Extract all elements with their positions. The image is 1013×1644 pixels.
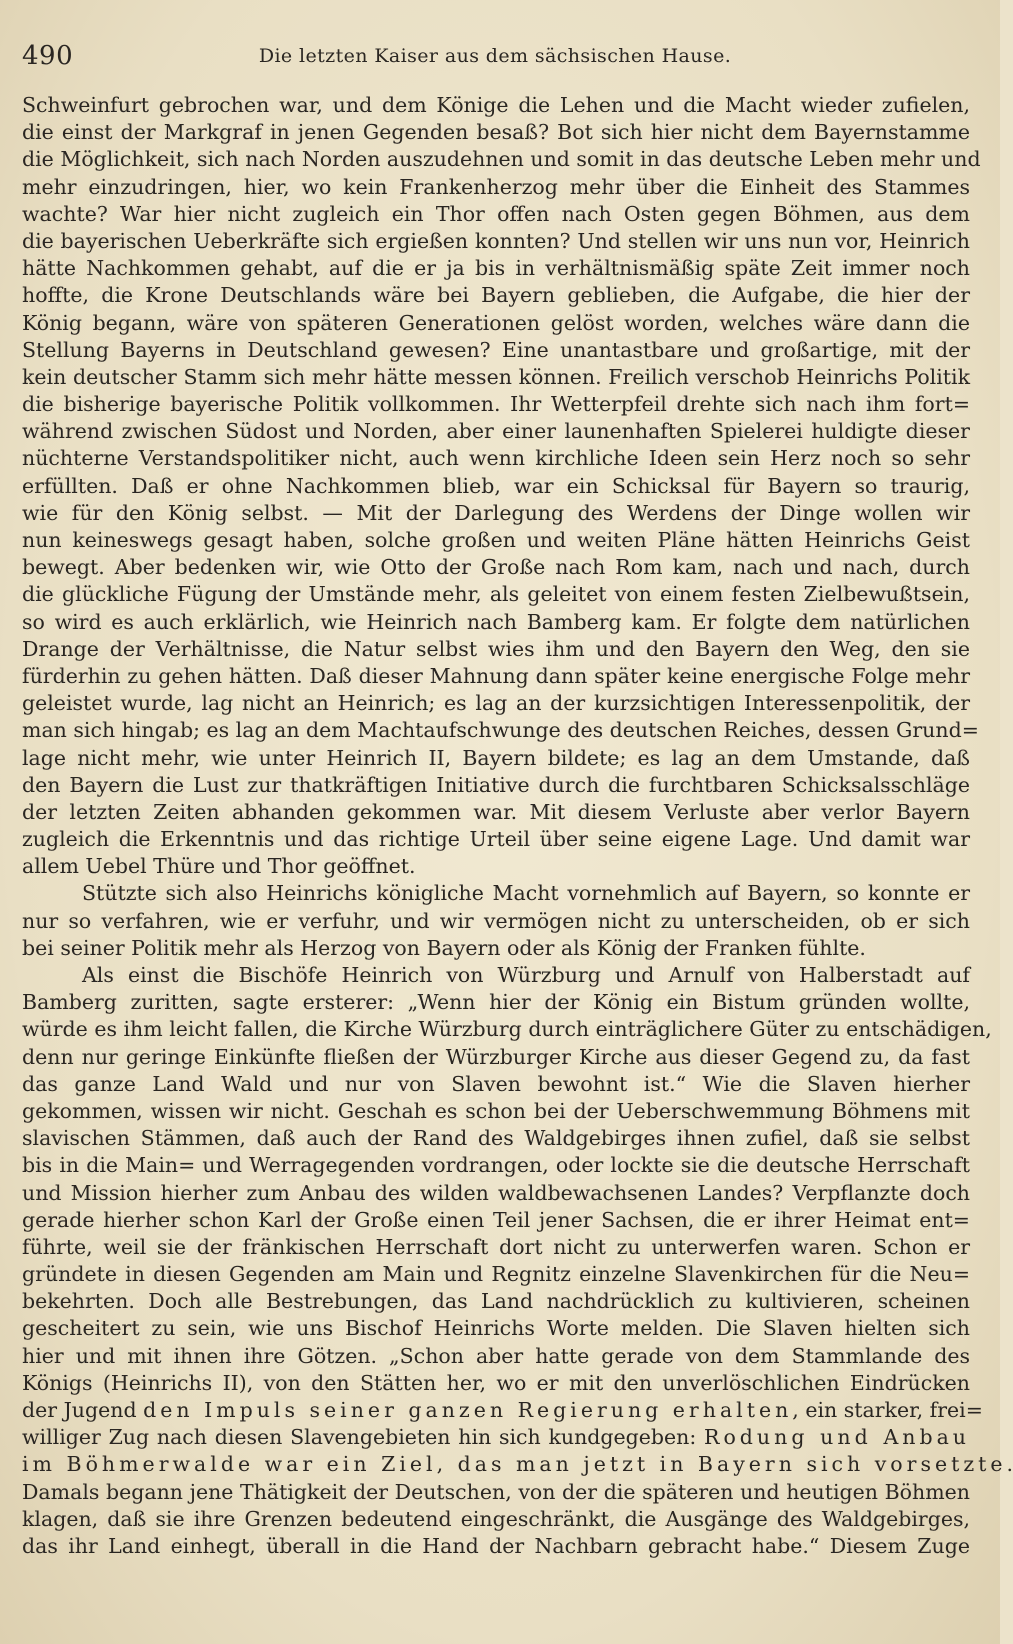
text-line: würde es ihm leicht fallen, die Kirche Würzburg durch einträglichere Güter zu entschädigen, <box>22 1017 992 1042</box>
text-line: Schweinfurt gebrochen war, und dem Könige die Lehen und die Macht wieder zufielen, <box>22 93 970 117</box>
text-line: gekommen, wissen wir nicht. Geschah es schon bei der Ueberschwemmung Böhmens mit <box>22 1098 970 1123</box>
text-line: während zwischen Südost und Norden, aber einer launenhaften Spielerei huldigte dieser <box>22 419 970 444</box>
text-line: führte, weil sie der fränkischen Herrschaft dort nicht zu unterwerfen waren. Schon er <box>22 1234 970 1259</box>
spaced-emphasis: Rodung und Anbau <box>704 1425 971 1450</box>
text-line: das ihr Land einhegt, überall in die Hand der Nachbarn gebracht habe.“ Diesem Zuge <box>22 1533 970 1558</box>
text-line: bis in die Main= und Werragegenden vordrangen, oder lockte sie die deutsche Herrschaft <box>22 1153 970 1178</box>
text-line: wie für den König selbst. — Mit der Darlegung des Werdens der Dinge wollen wir <box>22 500 970 525</box>
text-line: hätte Nachkommen gehabt, auf die er ja bis in verhältnismäßig späte Zeit immer noch <box>22 256 970 281</box>
text-line: klagen, daß sie ihre Grenzen bedeutend eingeschränkt, die Ausgänge des Waldgebirges, <box>22 1506 970 1531</box>
text-line: die Möglichkeit, sich nach Norden auszudehnen und somit in das deutsche Leben mehr und <box>22 147 981 172</box>
paragraphs <box>22 92 992 1397</box>
text-line: die glückliche Fügung der Umstände mehr, als geleitet von einem festen Zielbewußtsein, <box>22 582 970 607</box>
text-line: fürderhin zu gehen hätten. Daß dieser Mahnung dann später keine energische Folge mehr <box>22 663 970 688</box>
text-line: bekehrten. Doch alle Bestrebungen, das Land nachdrücklich zu kultivieren, scheinen <box>22 1289 970 1314</box>
text-line: nun keineswegs gesagt haben, solche großen und weiten Pläne hätten Heinrichs Geist <box>22 528 970 552</box>
line-segment: . <box>1006 1452 1013 1477</box>
page-number: 490 <box>22 41 74 71</box>
text-line: Als einst die Bischöfe Heinrich von Würzburg und Arnulf von Halberstadt auf <box>82 963 970 987</box>
text-line: das ganze Land Wald und nur von Slaven bewohnt ist.“ Wie die Slaven hierher <box>22 1071 970 1096</box>
text-line <box>22 1397 983 1424</box>
text-line <box>22 1451 1013 1478</box>
text-line: den Bayern die Lust zur thatkräftigen Initiative durch die furchtbaren Schicksalsschläge <box>22 772 970 797</box>
text-line: Königs (Heinrichs II), von den Stätten her, wo er mit den unverlöschlichen Eindrücken <box>22 1370 970 1395</box>
text-line: erfüllten. Daß er ohne Nachkommen blieb, war ein Schicksal für Bayern so traurig, <box>22 473 970 498</box>
text-line: der letzten Zeiten abhanden gekommen war. Mit diesem Verluste aber verlor Bayern <box>22 799 970 824</box>
closing-lines <box>22 1479 970 1561</box>
text-line: bewegt. Aber bedenken wir, wie Otto der Große nach Rom kam, nach und nach, durch <box>22 555 970 580</box>
text-line: mehr einzudringen, hier, wo kein Frankenherzog mehr über die Einheit des Stammes <box>22 174 970 199</box>
text-line: bei seiner Politik mehr als Herzog von Bayern oder als König der Franken fühlte. <box>22 935 866 960</box>
text-line: gescheitert zu sein, wie uns Bischof Heinrichs Worte melden. Die Slaven hielten sich <box>22 1316 970 1341</box>
text-line <box>22 1424 970 1451</box>
text-line: nüchterne Verstandspolitiker nicht, auch wenn kirchliche Ideen sein Herz noch so sehr <box>22 446 970 471</box>
text-line: hoffte, die Krone Deutschlands wäre bei Bayern geblieben, die Aufgabe, die hier der <box>22 283 970 308</box>
text-line: geleistet wurde, lag nicht an Heinrich; es lag an der kurzsichtigen Interessenpolitik, der <box>22 691 970 716</box>
text-line: allem Uebel Thüre und Thor geöffnet. <box>22 854 416 879</box>
line-segment: , ein starker, frei= <box>792 1398 983 1422</box>
text-line: kein deutscher Stamm sich mehr hätte messen können. Freilich verschob Heinrichs Politik <box>22 364 970 389</box>
text-line: so wird es auch erklärlich, wie Heinrich nach Bamberg kam. Er folgte dem natürlichen <box>22 609 970 634</box>
text-line: man sich hingab; es lag an dem Machtaufschwunge des deutschen Reiches, dessen Grund= <box>22 718 979 743</box>
text-line: gründete in diesen Gegenden am Main und Regnitz einzelne Slavenkirchen für die Neu= <box>22 1262 970 1287</box>
spaced-emphasis: den Impuls seiner ganzen Regierung erhalten <box>143 1398 793 1422</box>
body-text <box>22 92 1013 1560</box>
text-line: König begann, wäre von späteren Generationen gelöst worden, welches wäre dann die <box>22 310 970 335</box>
running-title: Die letzten Kaiser aus dem sächsischen Hause. <box>258 45 732 67</box>
text-line: die bayerischen Ueberkräfte sich ergießen konnten? Und stellen wir uns nun vor, Heinrich <box>22 228 970 253</box>
text-line: lage nicht mehr, wie unter Heinrich II, Bayern bildete; es lag an dem Umstande, daß <box>22 745 970 770</box>
line-segment: der Jugend <box>22 1398 144 1422</box>
text-line: Damals begann jene Thätigkeit der Deutschen, von der die späteren und heutigen Böhmen <box>22 1479 970 1504</box>
text-line: zugleich die Erkenntnis und das richtige Urteil über seine eigene Lage. Und damit war <box>22 827 970 852</box>
text-line: die bisherige bayerische Politik vollkommen. Ihr Wetterpfeil drehte sich nach ihm fort= <box>22 392 970 417</box>
text-line: Stützte sich also Heinrichs königliche Macht vornehmlich auf Bayern, so konnte er <box>82 881 970 906</box>
text-line: Drange der Verhältnisse, die Natur selbst wies ihm und den Bayern den Weg, den sie <box>22 636 970 661</box>
text-line: slavischen Stämmen, daß auch der Rand des Waldgebirges ihnen zufiel, daß sie selbst <box>22 1126 970 1151</box>
text-line: Bamberg zuritten, sagte ersterer: „Wenn hier der König ein Bistum gründen wollte, <box>22 990 970 1015</box>
spaced-emphasis: im Böhmerwalde war ein Ziel, das man jetzt in Bayern sich vorsetzte <box>22 1452 1007 1477</box>
text-line: Stellung Bayerns in Deutschland gewesen? Eine unantastbare und großartige, mit der <box>22 337 970 362</box>
text-line: und Mission hierher zum Anbau des wilden waldbewachsenen Landes? Verpflanzte doch <box>22 1180 970 1205</box>
text-line: denn nur geringe Einkünfte fließen der Würzburger Kirche aus dieser Gegend zu, da fast <box>22 1044 970 1069</box>
text-line: die einst der Markgraf in jenen Gegenden besaß? Bot sich hier nicht dem Bayernstamme <box>22 120 970 145</box>
running-head <box>22 36 968 76</box>
text-line: hier und mit ihnen ihre Götzen. „Schon aber hatte gerade von dem Stammlande des <box>22 1343 970 1368</box>
line-segment: williger Zug nach diesen Slavengebieten hin sich kundgegeben: <box>22 1425 705 1450</box>
text-line: wachte? War hier nicht zugleich ein Thor offen nach Osten gegen Böhmen, aus dem <box>22 201 970 226</box>
text-line: nur so verfahren, wie er verfuhr, und wir vermögen nicht zu unterscheiden, ob er sich <box>22 908 970 933</box>
text-line: gerade hierher schon Karl der Große einen Teil jener Sachsen, die er ihrer Heimat ent= <box>22 1207 970 1232</box>
